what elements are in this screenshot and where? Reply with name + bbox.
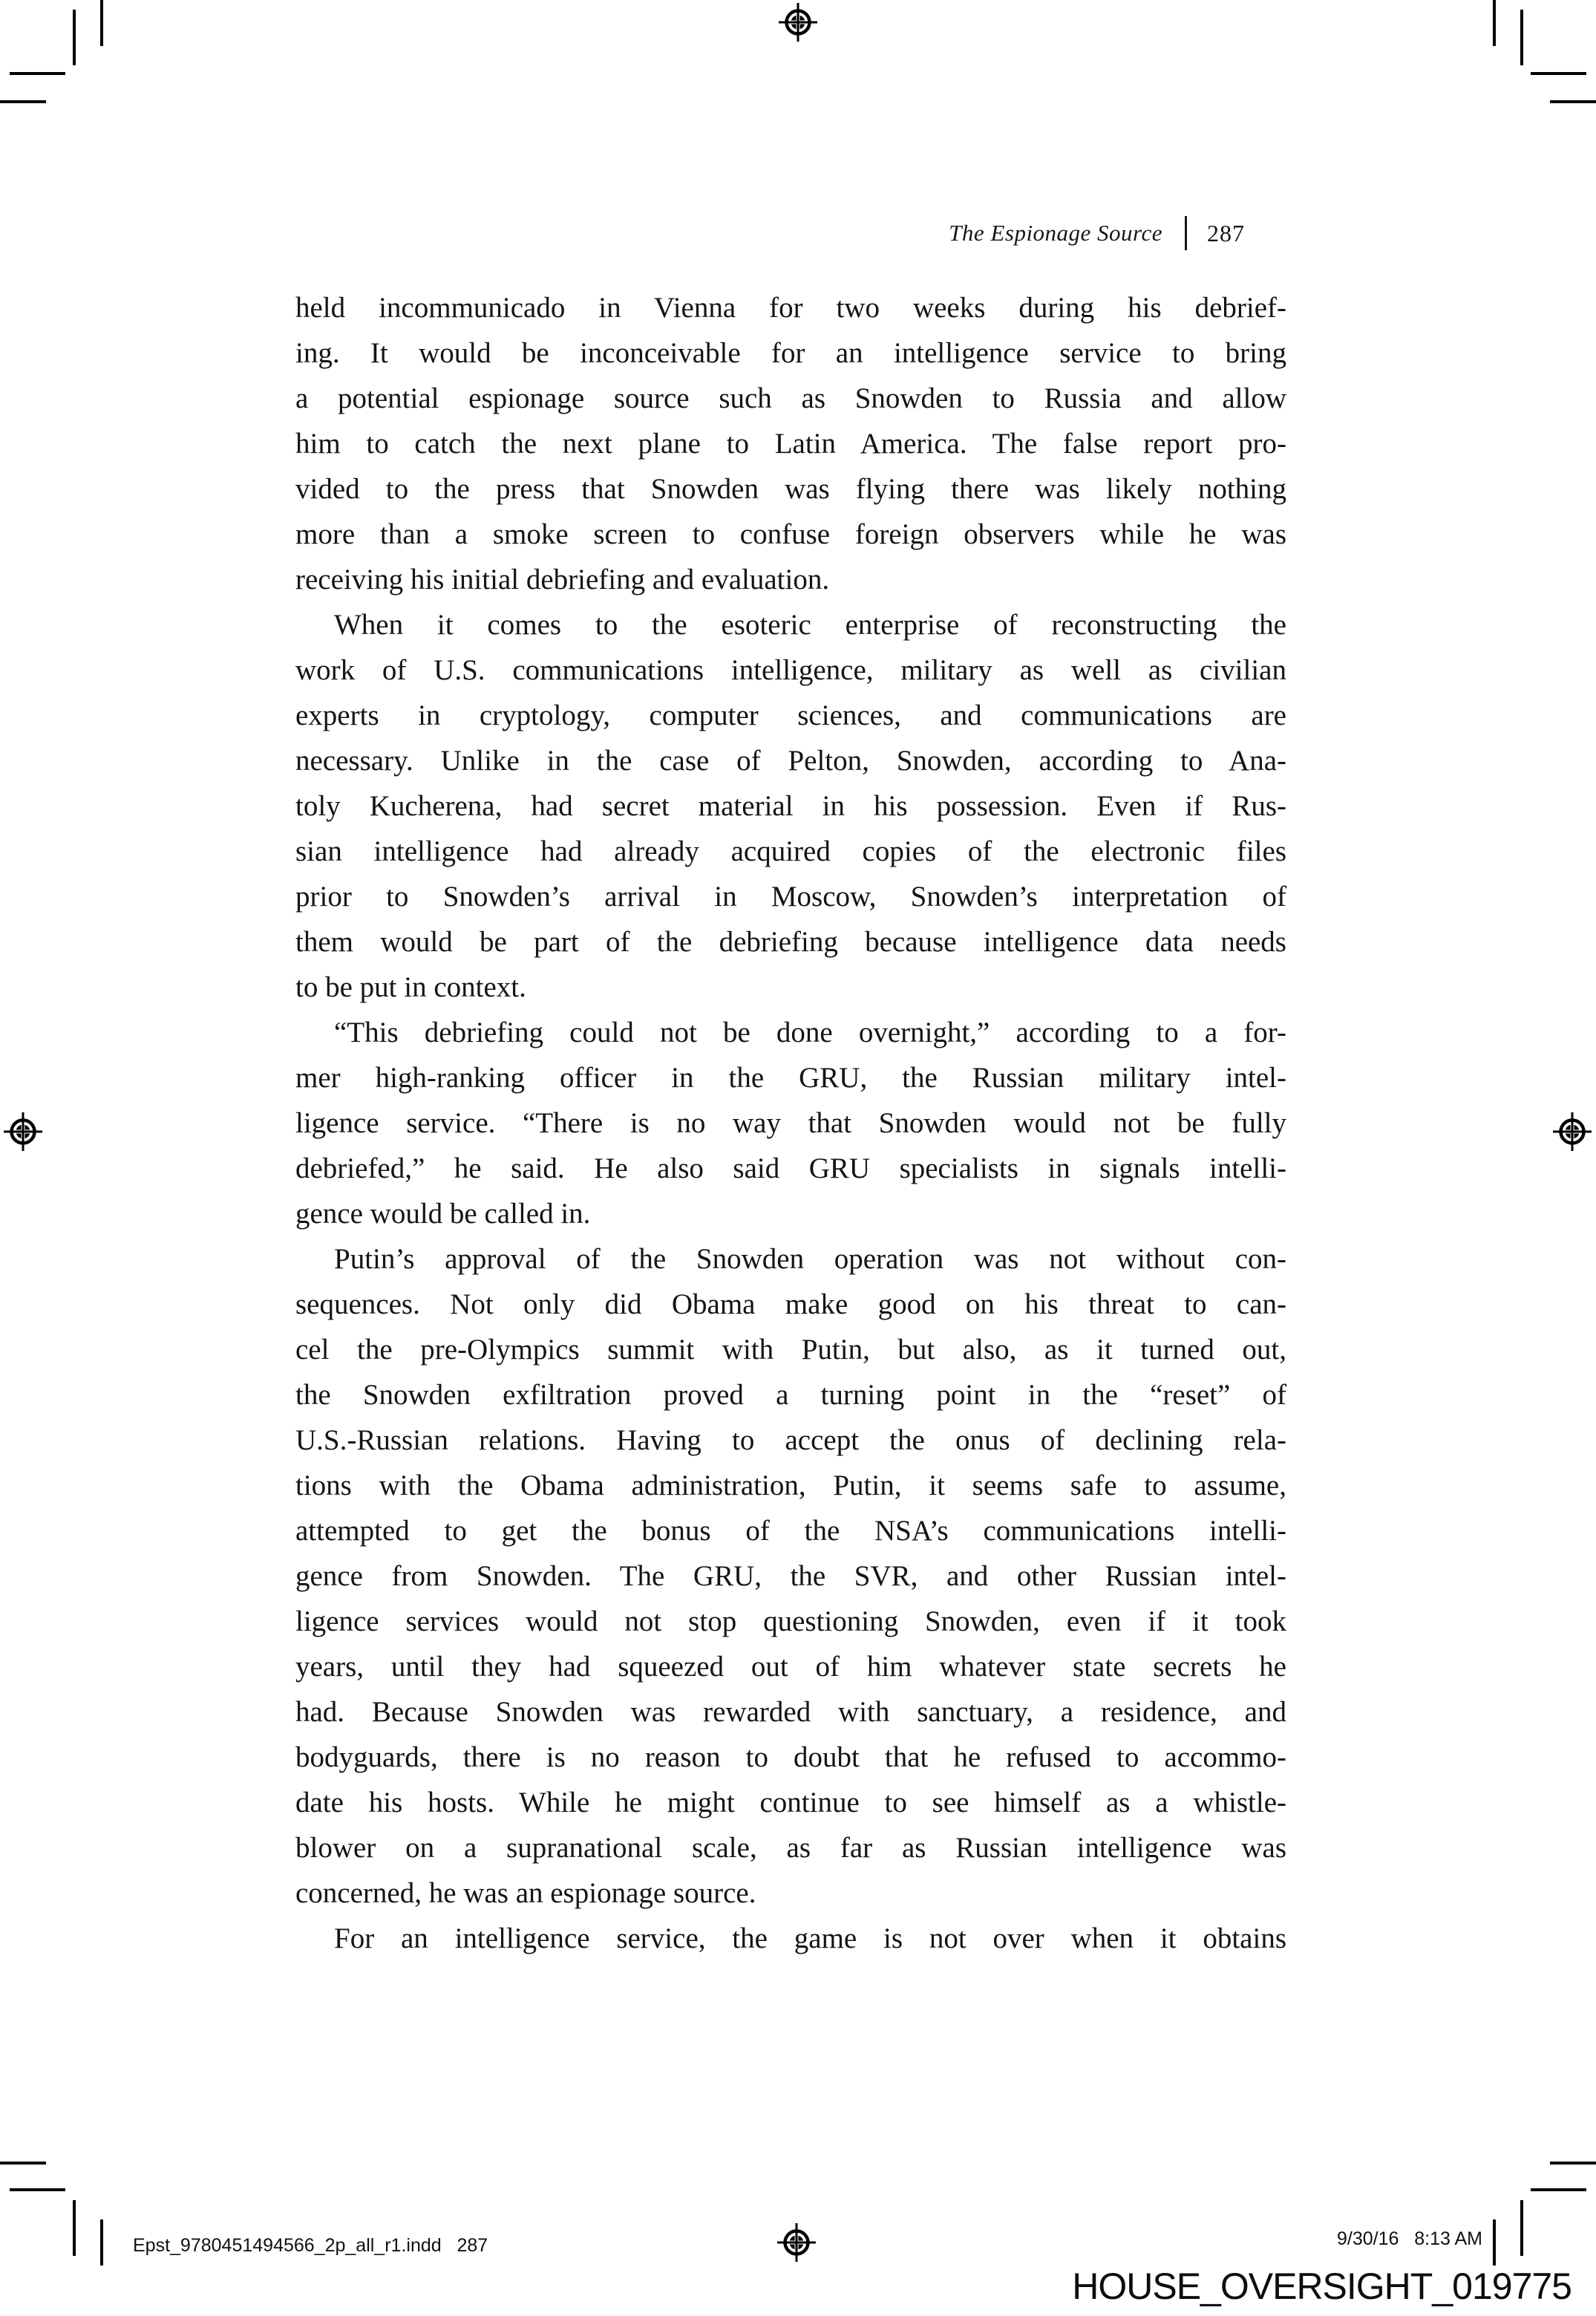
crop-mark-line (100, 0, 103, 46)
crop-mark-line (0, 100, 46, 103)
body-line: receiving his initial debriefing and evaluation. (295, 564, 830, 596)
body-line: work of U.S. communications intelligence, military as well as civilian (295, 654, 1286, 686)
crop-mark-line (1550, 2162, 1596, 2165)
crop-mark-line (1493, 0, 1496, 46)
body-line: U.S.-Russian relations. Having to accept the onus of declining rela- (295, 1424, 1286, 1456)
crop-mark-line (1493, 2219, 1496, 2266)
body-line: ing. It would be inconceivable for an intelligence service to bring (295, 337, 1286, 369)
registration-mark-icon (777, 2223, 816, 2262)
body-line: years, until they had squeezed out of him whatever state secrets he (295, 1651, 1286, 1683)
footer-datetime: 9/30/16 8:13 AM (1337, 2228, 1482, 2249)
crop-mark-line (0, 2162, 46, 2165)
oversight-stamp: HOUSE_OVERSIGHT_019775 (1072, 2266, 1572, 2307)
footer-file-info: Epst_9780451494566_2p_all_r1.indd 287 (133, 2235, 488, 2256)
crop-mark-line (10, 72, 65, 75)
running-header-title: The Espionage Source (949, 220, 1162, 246)
crop-mark-line (1531, 72, 1586, 75)
registration-mark-icon (4, 1112, 42, 1151)
body-line: them would be part of the debriefing because intelligence data needs (295, 926, 1286, 958)
body-line: vided to the press that Snowden was flying there was likely nothing (295, 473, 1286, 505)
body-line: Putin’s approval of the Snowden operation was not without con- (334, 1243, 1286, 1275)
crop-mark-line (1520, 2200, 1523, 2256)
body-line: mer high-ranking officer in the GRU, the Russian military intel- (295, 1062, 1286, 1094)
body-line: blower on a supranational scale, as far as Russian intelligence was (295, 1832, 1286, 1864)
body-line: necessary. Unlike in the case of Pelton, Snowden, according to Ana- (295, 745, 1286, 777)
crop-mark-line (1520, 10, 1523, 65)
crop-mark-line (10, 2188, 65, 2191)
body-line: toly Kucherena, had secret material in his possession. Even if Rus- (295, 790, 1286, 822)
body-text (295, 285, 1286, 1961)
body-line: cel the pre-Olympics summit with Putin, but also, as it turned out, (295, 1334, 1286, 1366)
page-number: 287 (1207, 219, 1245, 247)
crop-mark-line (1550, 100, 1596, 103)
body-line: gence from Snowden. The GRU, the SVR, and other Russian intel- (295, 1560, 1286, 1592)
body-line: When it comes to the esoteric enterprise of reconstructing the (334, 609, 1286, 641)
crop-mark-line (73, 10, 76, 65)
body-line: him to catch the next plane to Latin America. The false report pro- (295, 428, 1286, 460)
body-line: prior to Snowden’s arrival in Moscow, Snowden’s interpretation of (295, 881, 1286, 913)
body-line: more than a smoke screen to confuse foreign observers while he was (295, 518, 1286, 550)
body-line: debriefed,” he said. He also said GRU specialists in signals intelli- (295, 1152, 1286, 1184)
body-line: ligence services would not stop questioning Snowden, even if it took (295, 1605, 1286, 1637)
body-line: For an intelligence service, the game is not over when it obtains (334, 1922, 1286, 1954)
body-line: concerned, he was an espionage source. (295, 1877, 756, 1909)
crop-mark-line (1531, 2188, 1586, 2191)
registration-mark-icon (1553, 1112, 1592, 1151)
body-line: had. Because Snowden was rewarded with sanctuary, a residence, and (295, 1696, 1286, 1728)
body-line: bodyguards, there is no reason to doubt that he refused to accommo- (295, 1741, 1286, 1773)
crop-mark-line (100, 2219, 103, 2266)
body-line: the Snowden exfiltration proved a turning point in the “reset” of (295, 1379, 1286, 1411)
body-line: attempted to get the bonus of the NSA’s communications intelli- (295, 1515, 1286, 1547)
body-line: sian intelligence had already acquired copies of the electronic files (295, 835, 1286, 867)
body-line: a potential espionage source such as Snowden to Russia and allow (295, 382, 1286, 414)
body-line: gence would be called in. (295, 1198, 591, 1230)
running-header (949, 214, 1245, 252)
body-line: ligence service. “There is no way that Snowden would not be fully (295, 1107, 1286, 1139)
body-line: to be put in context. (295, 971, 526, 1003)
body-line: held incommunicado in Vienna for two weeks during his debrief- (295, 292, 1286, 324)
crop-mark-line (73, 2200, 76, 2256)
registration-mark-icon (779, 3, 817, 42)
body-line: sequences. Not only did Obama make good on his threat to can- (295, 1288, 1286, 1320)
body-line: experts in cryptology, computer sciences, and communications are (295, 699, 1286, 731)
body-line: tions with the Obama administration, Putin, it seems safe to assume, (295, 1469, 1286, 1501)
running-header-divider (1185, 216, 1187, 250)
body-line: “This debriefing could not be done overnight,” according to a for- (334, 1017, 1286, 1048)
body-line: date his hosts. While he might continue to see himself as a whistle- (295, 1787, 1286, 1818)
